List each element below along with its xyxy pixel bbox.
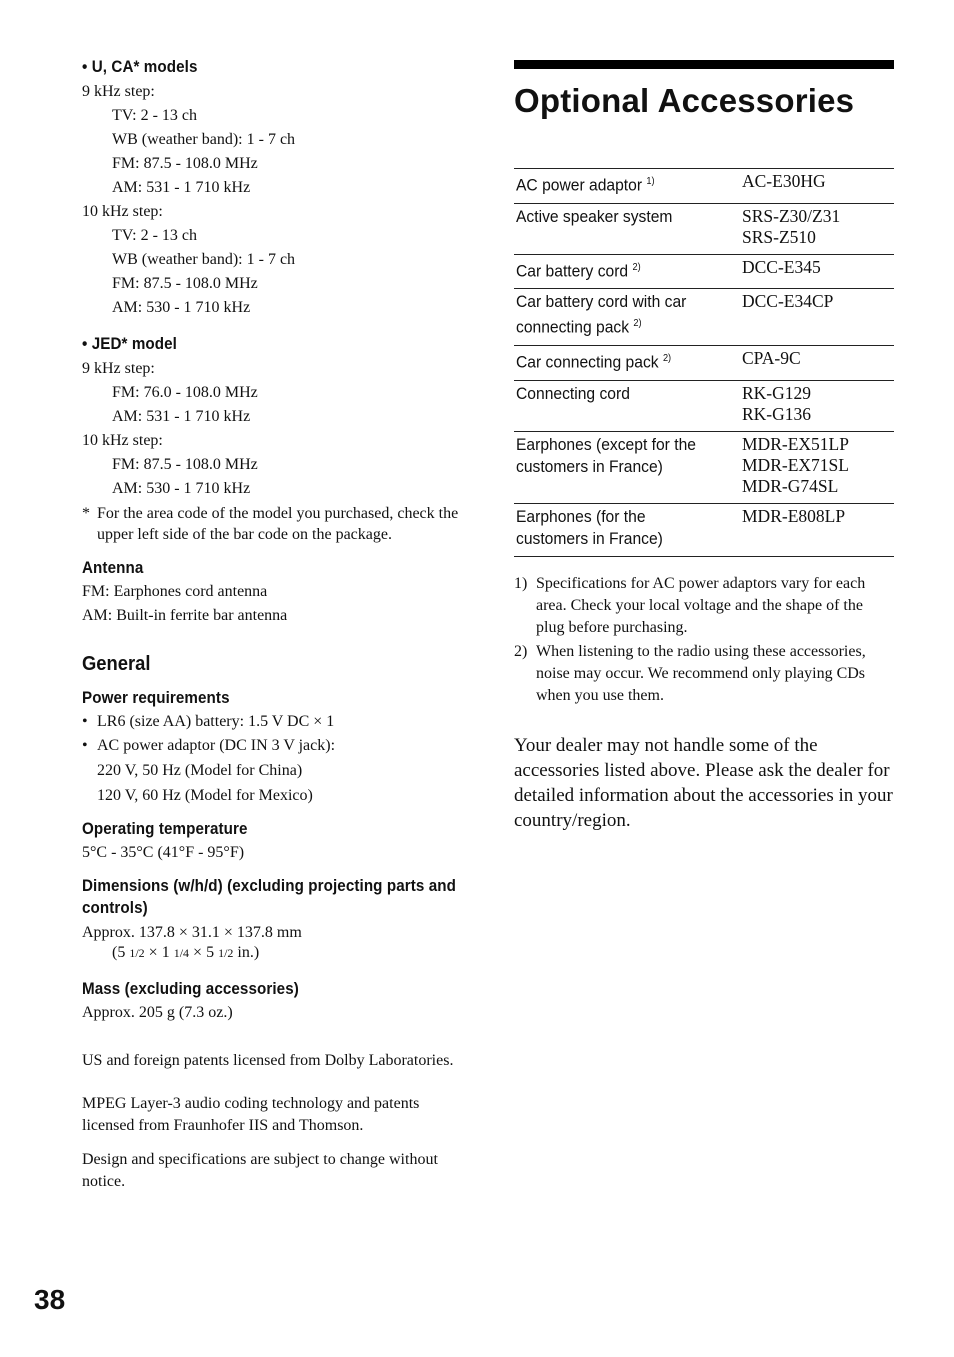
- power-bullet-text: LR6 (size AA) battery: 1.5 V DC × 1: [97, 713, 335, 730]
- table-row: [514, 254, 894, 289]
- temperature-value: 5°C - 35°C (41°F - 95°F): [82, 844, 245, 861]
- jed-step9-label: 9 kHz step:: [82, 360, 155, 377]
- accessory-models: RK-G129 RK-G136: [738, 380, 894, 431]
- right-column: [514, 60, 894, 833]
- antenna-line: FM: Earphones cord antenna: [82, 583, 268, 600]
- u-step10-line: TV: 2 - 13 ch: [112, 227, 198, 244]
- jed-step10-line: FM: 87.5 - 108.0 MHz: [112, 456, 258, 473]
- accessory-models: DCC-E345: [738, 254, 894, 289]
- antenna-heading: Antenna: [82, 559, 144, 577]
- models-jed-heading: • JED* model: [82, 335, 178, 353]
- accessory-models: MDR-EX51LP MDR-EX71SL MDR-G74SL: [738, 431, 894, 503]
- mass-heading: Mass (excluding accessories): [82, 980, 299, 998]
- jed-step10-line: AM: 530 - 1 710 kHz: [112, 480, 251, 497]
- power-bullet: • AC power adaptor (DC IN 3 V jack):: [82, 734, 467, 758]
- accessory-name: Connecting cord: [514, 380, 738, 431]
- dealer-notice: Your dealer may not handle some of the accessories listed above. Please ask the dealer for detailed information about the accessories in your country/region.: [514, 734, 893, 831]
- u-step9-line: AM: 531 - 1 710 kHz: [112, 179, 251, 196]
- table-row: [514, 345, 894, 380]
- table-row: [514, 431, 894, 503]
- u-step9-line: FM: 87.5 - 108.0 MHz: [112, 155, 258, 172]
- footnote-mark: 2): [514, 642, 528, 660]
- area-code-note: [82, 503, 467, 545]
- table-row: [514, 380, 894, 431]
- u-step9-line: WB (weather band): 1 - 7 ch: [112, 131, 296, 148]
- footnotes: [514, 573, 894, 707]
- u-step9-line: TV: 2 - 13 ch: [112, 107, 198, 124]
- jed-step9-line: AM: 531 - 1 710 kHz: [112, 408, 251, 425]
- accessory-name: Earphones (for the customers in France): [514, 503, 738, 556]
- power-sub-line: 120 V, 60 Hz (Model for Mexico): [97, 787, 313, 804]
- power-bullet-text: AC power adaptor (DC IN 3 V jack):: [97, 737, 336, 754]
- title-rule: [514, 60, 894, 69]
- fraction: 1/4: [173, 946, 190, 960]
- accessories-table: [514, 168, 894, 557]
- accessory-models: AC-E30HG: [738, 169, 894, 204]
- fraction: 1/2: [129, 946, 145, 960]
- page-title: Optional Accessories: [514, 82, 855, 119]
- u-step10-line: AM: 530 - 1 710 kHz: [112, 299, 251, 316]
- jed-step10-label: 10 kHz step:: [82, 432, 163, 449]
- power-heading: Power requirements: [82, 689, 230, 707]
- accessory-name: Car battery cord with car connecting pack $^{2)}$: [514, 289, 738, 346]
- accessory-name: Car battery cord $^{2)}$: [514, 254, 738, 289]
- footnote-text: Specifications for AC power adaptors vary for each area. Check your local voltage and the shape of the plug before purchasing.: [536, 574, 866, 636]
- accessory-name: Earphones (except for the customers in France): [514, 431, 738, 503]
- u-step9-label: 9 kHz step:: [82, 83, 155, 100]
- table-row: [514, 203, 894, 254]
- accessory-models: DCC-E34CP: [738, 289, 894, 346]
- u-step10-line: FM: 87.5 - 108.0 MHz: [112, 275, 258, 292]
- table-row: [514, 503, 894, 556]
- footnote-mark: 1): [514, 574, 528, 592]
- footnote: [514, 641, 894, 707]
- accessory-models: MDR-E808LP: [738, 503, 894, 556]
- power-sub-line: 220 V, 50 Hz (Model for China): [97, 762, 303, 779]
- dimensions-heading: Dimensions (w/h/d) (excluding projecting parts and controls): [82, 877, 457, 917]
- table-row: [514, 289, 894, 346]
- left-column: [82, 56, 467, 1193]
- mpeg-notice: MPEG Layer-3 audio coding technology and patents licensed from Fraunhofer IIS and Thomson.: [82, 1095, 420, 1134]
- footnote-text: When listening to the radio using these accessories, noise may occur. We recommend only playing CDs when you use them.: [536, 642, 866, 704]
- general-heading: General: [82, 653, 151, 675]
- jed-step9-line: FM: 76.0 - 108.0 MHz: [112, 384, 258, 401]
- accessory-name: AC power adaptor $^{1)}$: [514, 169, 738, 204]
- accessory-name: Car connecting pack $^{2)}$: [514, 345, 738, 380]
- antenna-line: AM: Built-in ferrite bar antenna: [82, 607, 288, 624]
- table-row: [514, 169, 894, 204]
- design-notice: Design and specifications are subject to change without notice.: [82, 1151, 438, 1190]
- footnote: [514, 573, 894, 639]
- dimensions-inches: (5 1/2 × 1 1/4 × 5 1/2 in.): [112, 944, 260, 961]
- u-step10-line: WB (weather band): 1 - 7 ch: [112, 251, 296, 268]
- dimensions-value: Approx. 137.8 × 31.1 × 137.8 mm: [82, 924, 302, 941]
- accessory-name: Active speaker system: [514, 203, 738, 254]
- accessory-models: SRS-Z30/Z31 SRS-Z510: [738, 203, 894, 254]
- dolby-notice: US and foreign patents licensed from Dolby Laboratories.: [82, 1052, 454, 1069]
- u-step10-label: 10 kHz step:: [82, 203, 163, 220]
- mass-value: Approx. 205 g (7.3 oz.): [82, 1004, 233, 1021]
- area-code-note-text: For the area code of the model you purchased, check the upper left side of the bar code on the package.: [97, 505, 459, 543]
- temperature-heading: Operating temperature: [82, 820, 248, 838]
- page-number: 38: [34, 1284, 66, 1315]
- accessory-models: CPA-9C: [738, 345, 894, 380]
- models-u-heading: • U, CA* models: [82, 58, 198, 76]
- power-bullet: • LR6 (size AA) battery: 1.5 V DC × 1: [82, 710, 467, 734]
- fraction: 1/2: [218, 946, 234, 960]
- asterisk-mark: *: [82, 505, 90, 522]
